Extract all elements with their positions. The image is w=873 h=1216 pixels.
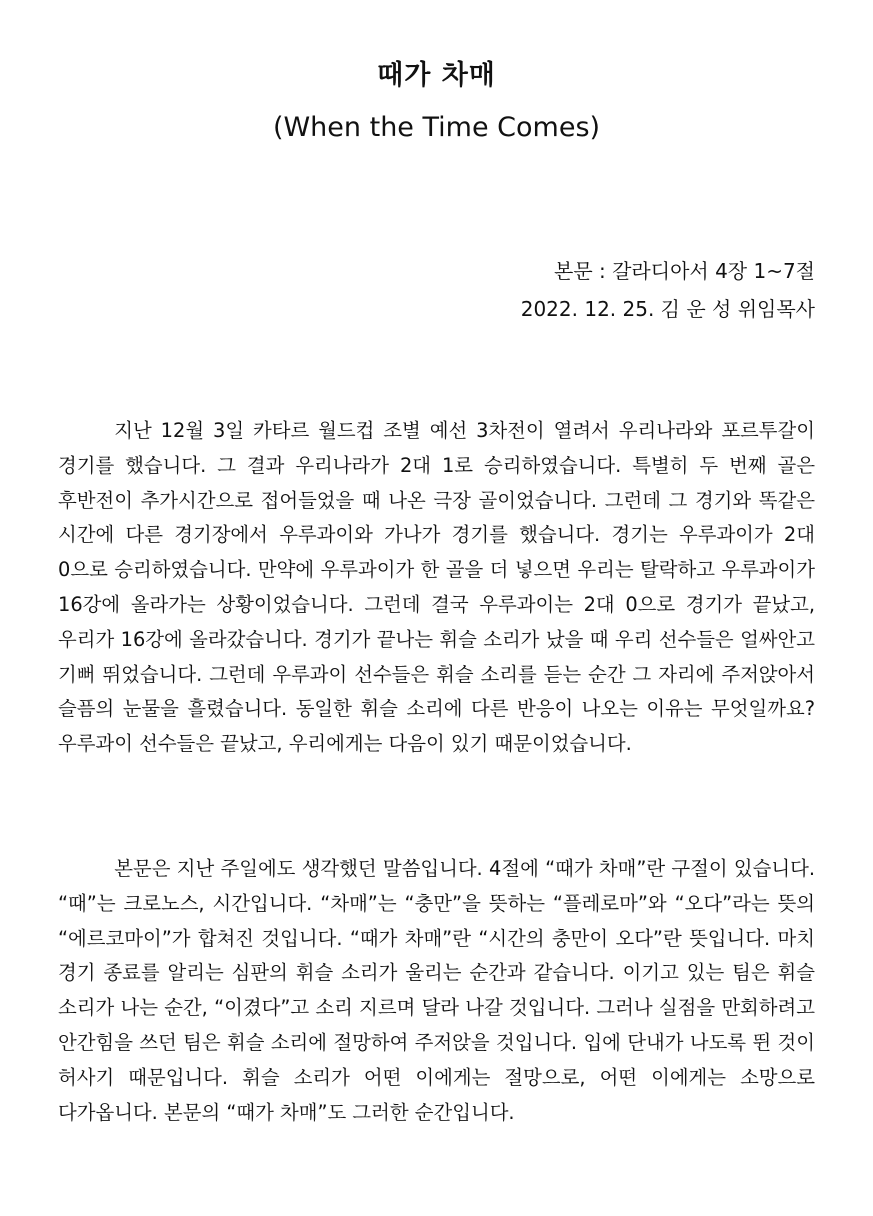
sermon-meta	[521, 252, 815, 328]
sermon-subtitle: (When the Time Comes)	[272, 112, 601, 143]
body-paragraph-1: 지난 12월 3일 카타르 월드컵 조별 예선 3차전이 열려서 우리나라와 포르투갈이 경기를 했습니다. 그 결과 우리나라가 2대 1로 승리하였습니다. 특별히 두 번째 골은 후반전이 추가시간으로 접어들었을 때 나온 극장 골이었습니다. 그런데 그 경기와 똑같은 시간에 다른 경기장에서 우루과이와 가나가 경기를 했습니다. 경기는 우루과이가 2대 0으로 승리하였습니다. 만약에 우루과이가 한 골을 더 넣으면 우리는 탈락하고 우루과이가 16강에 올라가는 상황이었습니다. 그런데 결국 우루과이는 2대 0으로 경기가 끝났고, 우리가 16강에 올라갔습니다. 경기가 끝나는 휘슬 소리가 났을 때 우리 선수들은 얼싸안고 기뻐 뛰었습니다. 그런데 우루과이 선수들은 휘슬 소리를 듣는 순간 그 자리에 주저앉아서 슬픔의 눈물을 흘렸습니다. 동일한 휘슬 소리에 다른 반응이 나오는 이유는 무엇일까요? 우루과이 선수들은 끝났고, 우리에게는 다음이 있기 때문이었습니다.	[58, 419, 815, 756]
title-block	[0, 56, 873, 148]
sermon-title: 때가 차매	[377, 60, 496, 91]
body-paragraph-2: 본문은 지난 주일에도 생각했던 말씀입니다. 4절에 “때가 차매”란 구절이 있습니다. “때”는 크로노스, 시간입니다. “차매”는 “충만”을 뜻하는 “플레로마”와 “오다”라는 뜻의 “에르코마이”가 합쳐진 것입니다. “때가 차매”란 “시간의 충만이 오다”란 뜻입니다. 마치 경기 종료를 알리는 심판의 휘슬 소리가 울리는 순간과 같습니다. 이기고 있는 팀은 휘슬 소리가 나는 순간, “이겼다”고 소리 지르며 달라 나갈 것입니다. 그러나 실점을 만회하려고 안간힘을 쓰던 팀은 휘슬 소리에 절망하여 주저앉을 것입니다. 입에 단내가 나도록 뛴 것이 허사기 때문입니다. 휘슬 소리가 어떤 이에게는 절망으로, 어떤 이에게는 소망으로 다가옵니다. 본문의 “때가 차매”도 그러한 순간입니다.	[58, 857, 815, 1124]
scripture-reference: 본문 : 갈라디아서 4장 1~7절	[554, 259, 815, 283]
date-author: 2022. 12. 25. 김 운 성 위임목사	[520, 297, 815, 321]
